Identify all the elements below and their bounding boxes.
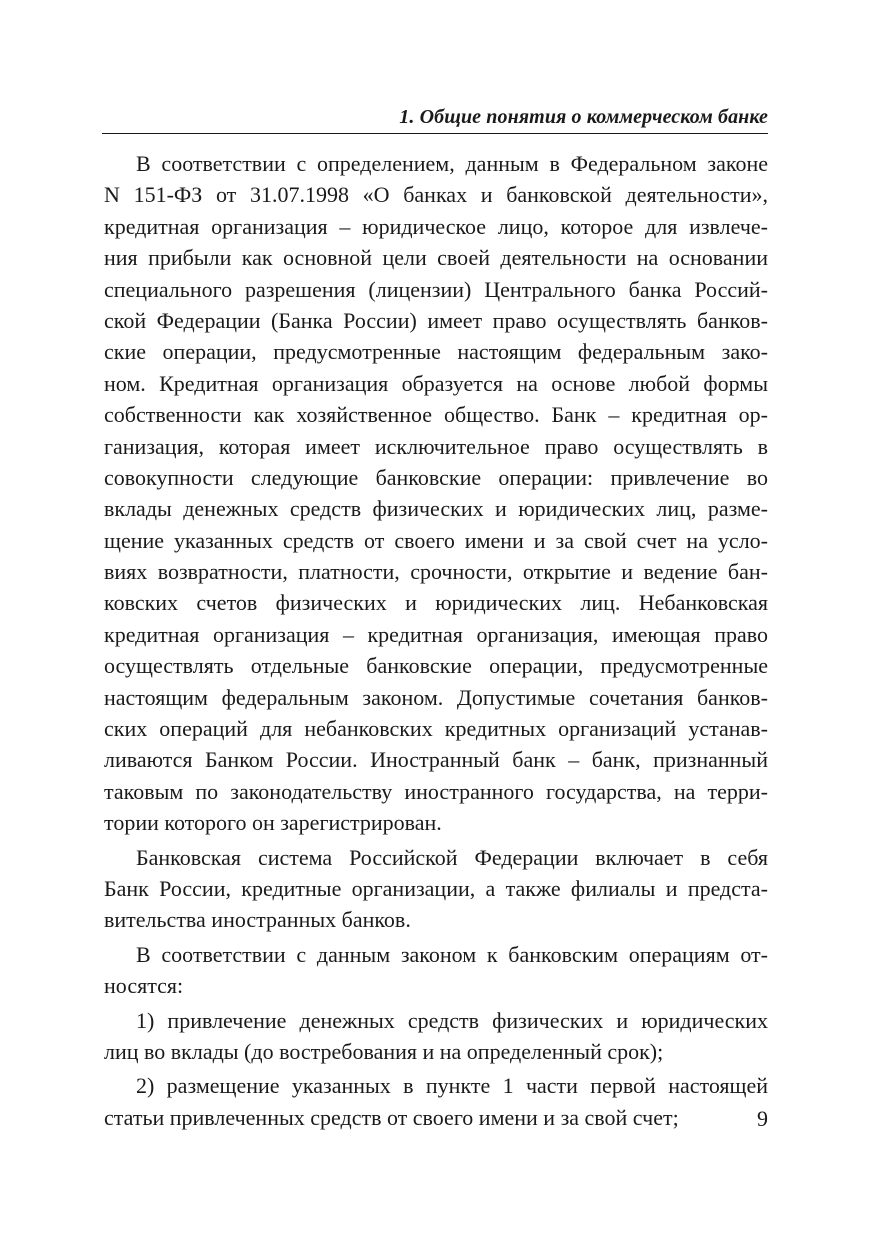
text-line: носятся:: [104, 973, 184, 999]
text-line: ливаются Банком России. Иностранный банк – банк, признанный: [104, 747, 768, 773]
text-line: ния прибыли как основной цели своей деятельности на основании: [104, 245, 768, 271]
text-line: кредитная организация – юридическое лицо, которое для извлече-: [104, 213, 768, 239]
text-line: 2) размещение указанных в пункте 1 части первой настоящей: [136, 1073, 768, 1099]
text-line: собственности как хозяйственное общество. Банк – кредитная ор-: [104, 402, 768, 428]
page-number: 9: [757, 1106, 768, 1131]
text-line: В соответствии с данным законом к банковским операциям от-: [136, 941, 768, 967]
text-line: совокупности следующие банковские операции: привлечение во: [104, 464, 768, 490]
text-line: В соответствии с определением, данным в Федеральном законе: [136, 151, 768, 176]
body-text: [104, 148, 768, 1133]
text-line: статьи привлеченных средств от своего имени и за свой счет;: [104, 1104, 679, 1130]
header-rule: [102, 133, 768, 134]
text-line: ганизация, которая имеет исключительное право осуществлять в: [104, 433, 768, 459]
text-line: Банк России, кредитные организации, а также филиалы и предста-: [104, 875, 768, 901]
text-line: ном. Кредитная организация образуется на основе любой формы: [104, 370, 768, 396]
text-line: вклады денежных средств физических и юридических лиц, разме-: [104, 496, 768, 522]
text-line: вительства иностранных банков.: [104, 907, 411, 933]
text-line: лиц во вклады (до востребования и на определенный срок);: [104, 1038, 664, 1064]
text-line: кредитная организация – кредитная организация, имеющая право: [104, 621, 768, 647]
text-line: таковым по законодательству иностранного государства, на терри-: [104, 778, 768, 804]
text-line: ские операции, предусмотренные настоящим федеральным зако-: [104, 339, 768, 365]
text-line: 1) привлечение денежных средств физических и юридических: [136, 1007, 768, 1033]
text-line: тории которого он зарегистрирован.: [104, 810, 442, 836]
text-line: щение указанных средств от своего имени и за свой счет на усло-: [104, 527, 768, 553]
text-line: N 151-ФЗ от 31.07.1998 «О банках и банковской деятельности»,: [104, 182, 768, 208]
text-line: виях возвратности, платности, срочности, открытие и ведение бан-: [104, 559, 768, 585]
running-head: 1. Общие понятия о коммерческом банке: [399, 106, 768, 128]
text-line: специального разрешения (лицензии) Центрального банка Россий-: [104, 276, 768, 302]
text-line: Банковская система Российской Федерации включает в себя: [136, 844, 768, 870]
text-line: осуществлять отдельные банковские операции, предусмотренные: [104, 653, 768, 679]
text-line: ской Федерации (Банка России) имеет право осуществлять банков-: [104, 307, 768, 333]
text-line: ковских счетов физических и юридических лиц. Небанковская: [104, 590, 768, 616]
text-line: ских операций для небанковских кредитных организаций устанав-: [104, 716, 768, 742]
text-line: настоящим федеральным законом. Допустимые сочетания банков-: [104, 684, 768, 710]
